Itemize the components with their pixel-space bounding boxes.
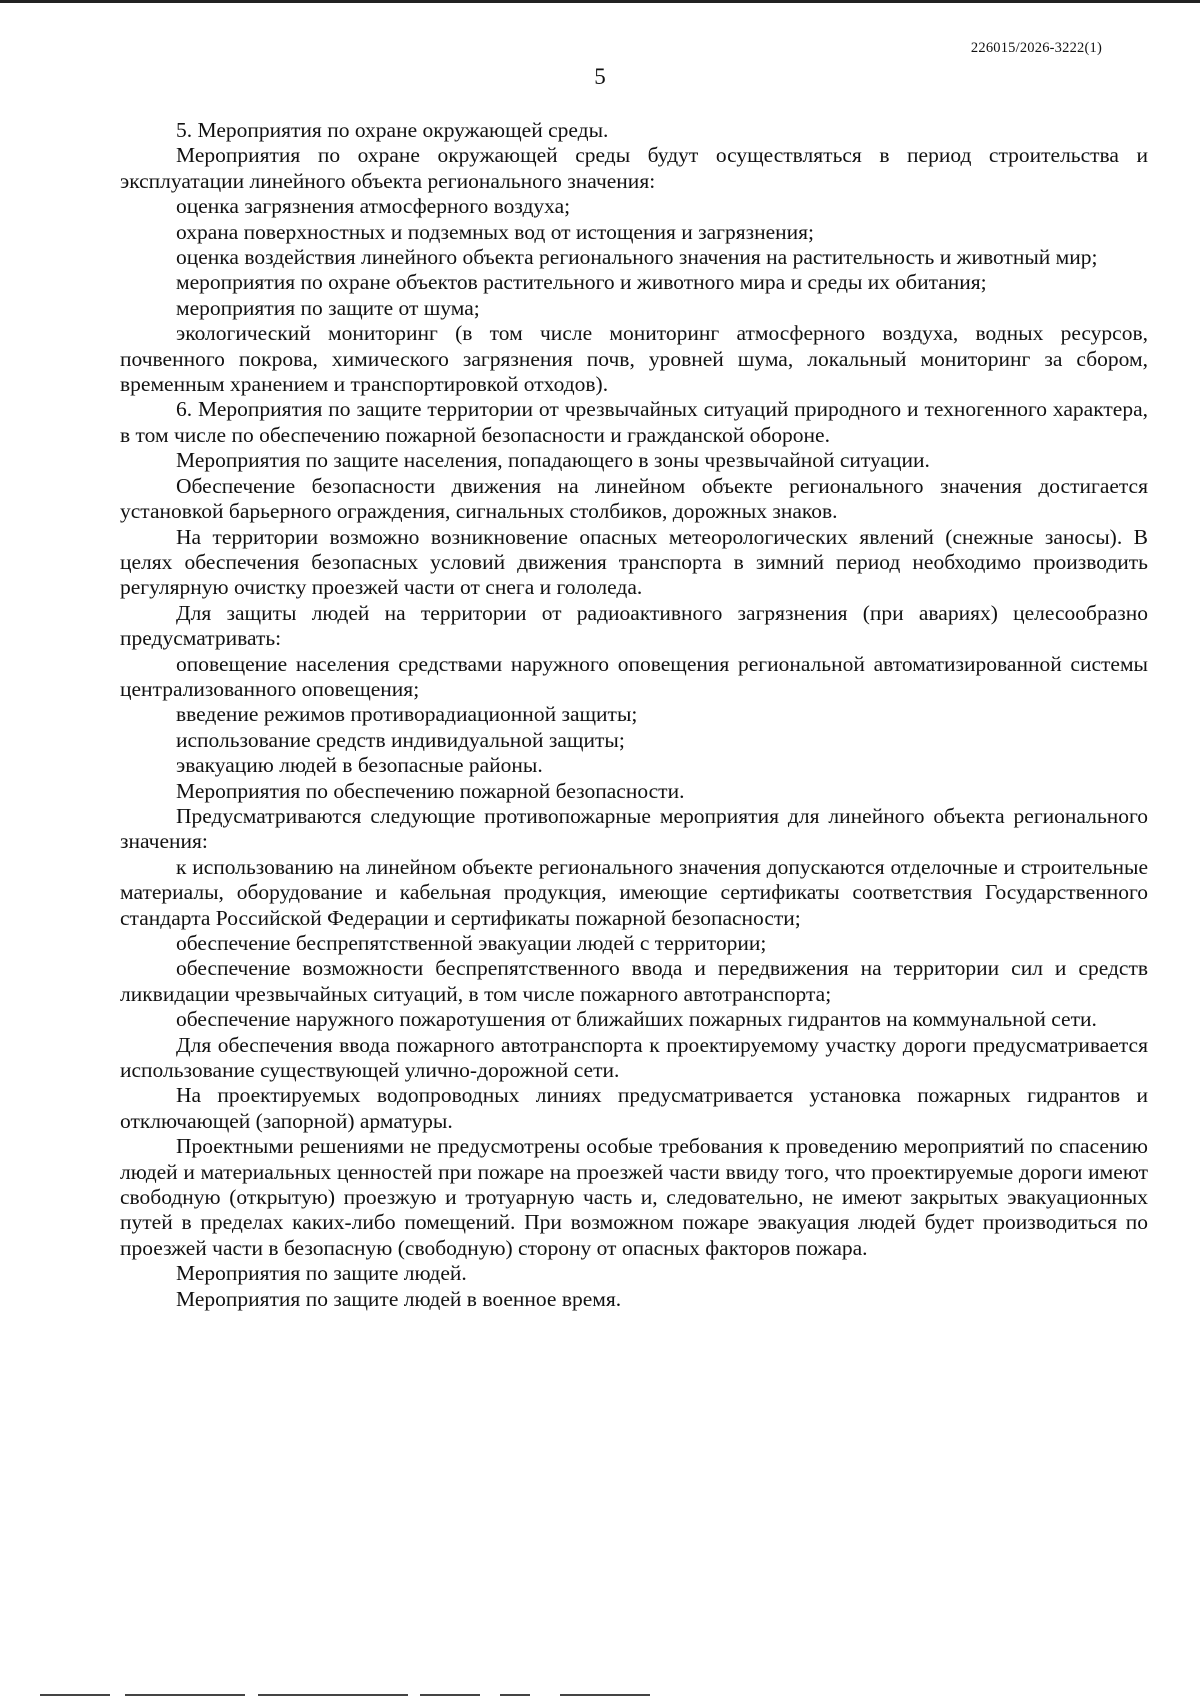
list-item: обеспечение беспрепятственной эвакуации людей с территории;: [176, 931, 767, 955]
section-heading-emergency: 6. Мероприятия по защите территории от чрезвычайных ситуаций природного и техногенного характера, в том числе по обеспечению пожарной безопасности и гражданской обороне.: [120, 397, 1148, 447]
paragraph: На территории возможно возникновение опасных метеорологических явлений (снежные заносы). В целях обеспечения безопасных условий движения транспорта в зимний период необходимо производить регулярную очистку проезжей части от снега и гололеда.: [120, 524, 1148, 600]
paragraph: Проектными решениями не предусмотрены особые требования к проведению мероприятий по спасению людей и материальных ценностей при пожаре на проезжей части ввиду того, что проектируемые дороги имеют свободную (открытую) проезжую и тротуарную часть и, следовательно, не имеют закрытых эвакуационных путей в пределах каких-либо помещений. При возможном пожаре эвакуация людей будет производиться по проезжей части в безопасную (свободную) сторону от опасных факторов пожара.: [120, 1134, 1148, 1260]
list-item: эвакуацию людей в безопасные районы.: [176, 753, 543, 778]
paragraph: Обеспечение безопасности движения на линейном объекте регионального значения достигается установкой барьерного ограждения, сигнальных столбиков, дорожных знаков.: [120, 473, 1148, 524]
list-item: охрана поверхностных и подземных вод от истощения и загрязнения;: [176, 219, 815, 244]
section-heading-environment: 5. Мероприятия по охране окружающей среды.: [176, 118, 609, 142]
paragraph: Предусматриваются следующие противопожарные мероприятия для линейного объекта регионального значения:: [120, 803, 1148, 854]
list-item: мероприятия по защите от шума;: [176, 295, 480, 320]
list-item: оценка загрязнения атмосферного воздуха;: [176, 194, 571, 219]
document-id: 226015/2026-3222(1): [970, 40, 1102, 56]
list-item: использование средств индивидуальной защиты;: [176, 727, 625, 752]
list-item: оповещение населения средствами наружного оповещения региональной автоматизированной системы централизованного оповещения;: [120, 651, 1148, 701]
paragraph: Мероприятия по охране окружающей среды будут осуществляться в период строительства и эксплуатации линейного объекта регионального значения:: [120, 143, 1148, 193]
list-item: к использованию на линейном объекте регионального значения допускаются отделочные и строительные материалы, оборудование и кабельная продукция, имеющие сертификаты соответствия Государственного стандарта Российской Федерации и сертификаты пожарной безопасности;: [120, 854, 1148, 930]
paragraph: Для обеспечения ввода пожарного автотранспорта к проектируемому участку дороги предусматривается использование существующей улично-дорожной сети.: [120, 1032, 1148, 1083]
paragraph: На проектируемых водопроводных линиях предусматривается установка пожарных гидрантов и отключающей (запорной) арматуры.: [120, 1083, 1148, 1133]
page-number: 5: [594, 64, 606, 89]
list-item: экологический мониторинг (в том числе мониторинг атмосферного воздуха, водных ресурсов, почвенного покрова, химического загрязнения почв, уровней шума, локальный мониторинг за сбором, временным хранением и транспортировкой отходов).: [120, 321, 1148, 397]
list-item: обеспечение возможности беспрепятственного ввода и передвижения на территории сил и средств ликвидации чрезвычайных ситуаций, в том числе пожарного автотранспорта;: [120, 956, 1148, 1006]
document-body: [120, 118, 1148, 1312]
subheading: Мероприятия по защите людей.: [176, 1261, 467, 1286]
subheading: Мероприятия по обеспечению пожарной безопасности.: [176, 778, 685, 803]
paragraph: Для защиты людей на территории от радиоактивного загрязнения (при авариях) целесообразно предусматривать:: [120, 600, 1148, 651]
subheading: Мероприятия по защите людей в военное время.: [176, 1286, 622, 1311]
list-item: обеспечение наружного пожаротушения от ближайших пожарных гидрантов на коммунальной сети.: [176, 1007, 1097, 1032]
list-item: введение режимов противорадиационной защиты;: [176, 702, 638, 727]
subheading: Мероприятия по защите населения, попадающего в зоны чрезвычайной ситуации.: [176, 448, 930, 473]
scan-edge-bottom: [0, 1682, 1200, 1706]
list-item: мероприятия по охране объектов растительного и животного мира и среды их обитания;: [176, 270, 987, 295]
scan-edge-top: [0, 0, 1200, 3]
list-item: оценка воздействия линейного объекта регионального значения на растительность и животный мир;: [176, 245, 1098, 270]
